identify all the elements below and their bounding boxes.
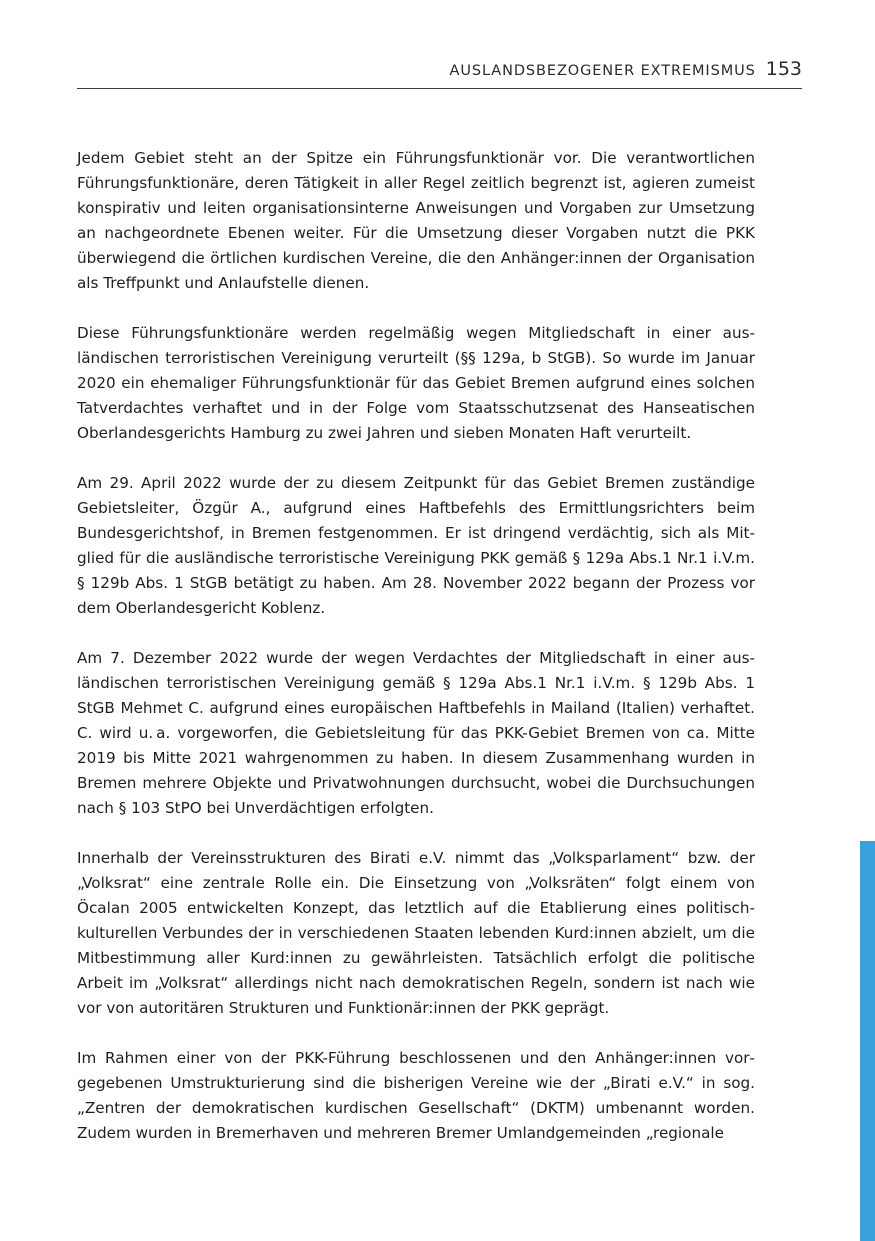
paragraph-1: Jedem Gebiet steht an der Spitze ein Führungsfunktionär vor. Die verantwortlichen Führungsfunktionäre, deren Tätigkeit in aller Regel zeitlich begrenzt ist, agieren zumeist konspirativ und leiten organisationsinterne Anweisungen und Vorgaben zur Umsetzung an nachgeordnete Ebenen weiter. Für die Umsetzung dieser Vorgaben nutzt die PKK überwiegend die örtlichen kurdischen Vereine, die den Anhänger:innen der Organisation als Treffpunkt und Anlaufstelle dienen. (77, 149, 755, 292)
paragraph-5: Innerhalb der Vereinsstrukturen des Birati e.V. nimmt das „Volksparlament“ bzw. der „Volksrat“ eine zentrale Rolle ein. Die Einsetzung von „Volksräten“ folgt einem von Öcalan 2005 entwickelten Konzept, das letztlich auf die Etablierung eines politisch-kulturellen Verbundes der in verschiedenen Staaten lebenden Kurd:innen abzielt, um die Mitbestimmung aller Kurd:innen zu gewährleisten. Tatsächlich erfolgt die politische Arbeit im „Volksrat“ allerdings nicht nach demokratischen Regeln, sondern ist nach wie vor von autoritären Strukturen und Funktionär:innen der PKK geprägt. (77, 849, 755, 1017)
page-header (77, 54, 802, 89)
paragraph-3: Am 29. April 2022 wurde der zu diesem Zeitpunkt für das Gebiet Bremen zuständige Gebietsleiter, Özgür A., aufgrund eines Haftbefehls des Ermittlungsrichters beim Bundesgerichtshof, in Bremen festgenommen. Er ist dringend verdächtig, sich als Mitglied für die ausländische terroristische Vereinigung PKK gemäß § 129a Abs.1 Nr.1 i.V.m. § 129b Abs. 1 StGB betätigt zu haben. Am 28. November 2022 begann der Prozess vor dem Oberlandesgericht Koblenz. (77, 474, 755, 617)
page-number: 153 (765, 58, 802, 80)
chapter-side-tab (860, 841, 875, 1241)
paragraph-4: Am 7. Dezember 2022 wurde der wegen Verdachtes der Mitgliedschaft in einer ausländischen terroristischen Vereinigung gemäß § 129a Abs.1 Nr.1 i.V.m. § 129b Abs. 1 StGB Mehmet C. aufgrund eines europäischen Haftbefehls in Mailand (Italien) verhaftet. C. wird u. a. vorgeworfen, die Gebietsleitung für das PKK-Gebiet Bremen von ca. Mitte 2019 bis Mitte 2021 wahrgenommen zu haben. In diesem Zusammenhang wurden in Bremen mehrere Objekte und Privatwohnungen durchsucht, wobei die Durchsuchungen nach § 103 StPO bei Unverdächtigen erfolgten. (77, 649, 755, 817)
paragraph-6: Im Rahmen einer von der PKK-Führung beschlossenen und den Anhänger:innen vorgegebenen Umstrukturierung sind die bisherigen Vereine wie der „Birati e.V.“ in sog. „Zentren der demokratischen kurdischen Gesellschaft“ (DKTM) umbenannt worden. Zudem wurden in Bremerhaven und mehreren Bremer Umlandgemeinden „regionale (77, 1049, 755, 1142)
body-text (77, 146, 755, 1146)
paragraph-2: Diese Führungsfunktionäre werden regelmäßig wegen Mitgliedschaft in einer ausländischen terroristischen Vereinigung verurteilt (§§ 129a, b StGB). So wurde im Januar 2020 ein ehemaliger Führungsfunktionär für das Gebiet Bremen aufgrund eines solchen Tatverdachtes verhaftet und in der Folge vom Staatsschutzsenat des Hanseatischen Oberlandesgerichts Hamburg zu zwei Jahren und sieben Monaten Haft verurteilt. (77, 324, 755, 442)
header-inner (450, 58, 802, 80)
running-head: AUSLANDSBEZOGENER EXTREMISMUS (449, 63, 756, 79)
